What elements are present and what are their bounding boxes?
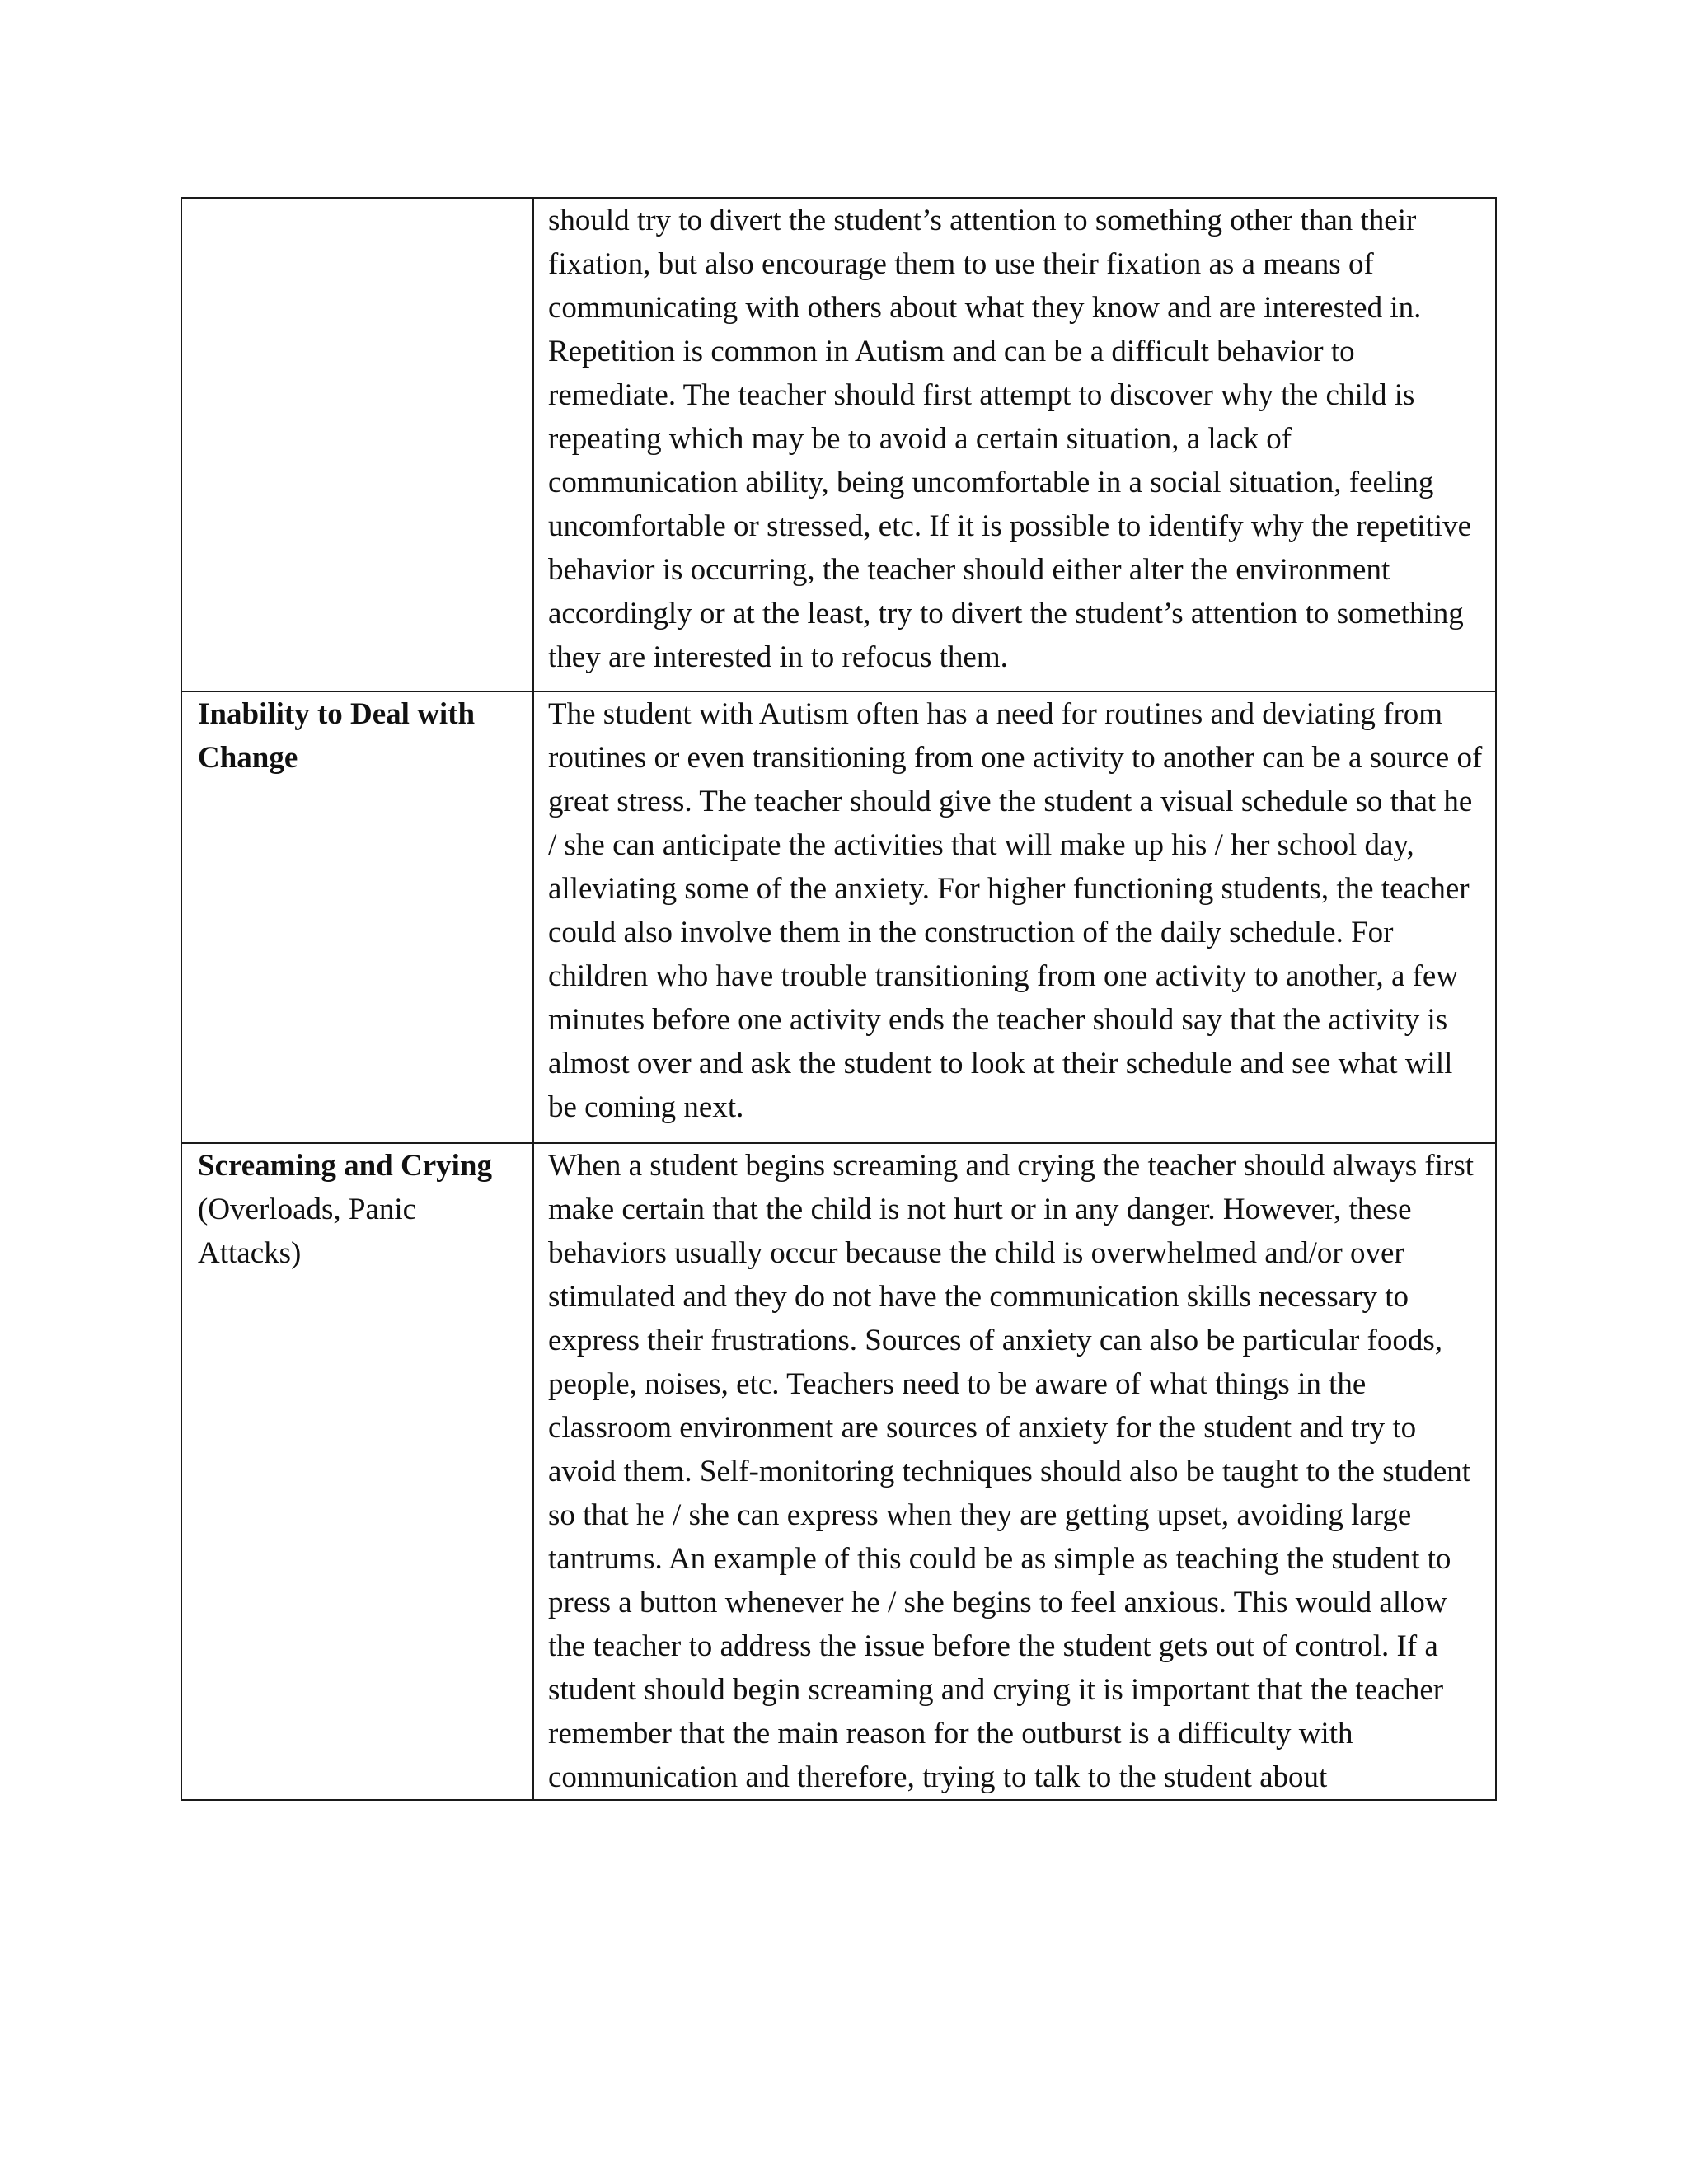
behavior-label-cell: [181, 691, 533, 1143]
strategy-text: When a student begins screaming and crying the teacher should always first make certain that the child is not hurt or in any danger. However, these behaviors usually occur because the child is overwhelmed and/or over stimulated and they do not have the communication skills necessary to express their frustrations. Sources of anxiety can also be particular foods, people, noises, etc. Teachers need to be aware of what things in the classroom environment are sources of anxiety for the student and try to avoid them. Self-monitoring techniques should also be taught to the student so that he / she can express when they are getting upset, avoiding large tantrums. An example of this could be as simple as teaching the student to press a button whenever he / she begins to feel anxious. This would allow the teacher to address the issue before the student gets out of control. If a student should begin screaming and crying it is important that the teacher remember that the main reason for the outburst is a difficulty with communication and therefore, trying to talk to the student about: [548, 1149, 1475, 1794]
table-row: [181, 691, 1496, 1143]
strategy-text-cell: [533, 198, 1496, 691]
strategy-text: The student with Autism often has a need for routines and deviating from routines or even transitioning from one activity to another can be a source of great stress. The teacher should give the student a visual schedule so that he / she can anticipate the activities that will make up his / her school day, alleviating some of the anxiety. For higher functioning students, the teacher could also involve them in the construction of the daily schedule. For children who have trouble transitioning from one activity to another, a few minutes before one activity ends the teacher should say that the activity is almost over and ask the student to look at their schedule and see what will be coming next.: [548, 697, 1483, 1124]
strategy-text-cell: [533, 1143, 1496, 1800]
table-row: [181, 198, 1496, 691]
strategy-text-cell: [533, 691, 1496, 1143]
behavior-strategies-table: [181, 197, 1497, 1801]
behavior-label-cell: [181, 198, 533, 691]
behavior-label-cell: [181, 1143, 533, 1800]
behavior-label: Screaming and Crying: [198, 1149, 493, 1183]
behavior-label: Inability to Deal with Change: [198, 697, 476, 775]
table-row: [181, 1143, 1496, 1800]
behavior-sublabel: (Overloads, Panic Attacks): [198, 1193, 417, 1270]
strategy-text: should try to divert the student’s attention to something other than their fixation, but also encourage them to use their fixation as a means of communicating with others about what they know and are interested in. Repetition is common in Autism and can be a difficult behavior to remediate. The teacher should first attempt to discover why the child is repeating which may be to avoid a certain situation, a lack of communication ability, being uncomfortable in a social situation, feeling uncomfortable or stressed, etc. If it is possible to identify why the repetitive behavior is occurring, the teacher should either alter the environment accordingly or at the least, try to divert the student’s attention to something they are interested in to refocus them.: [548, 204, 1471, 674]
